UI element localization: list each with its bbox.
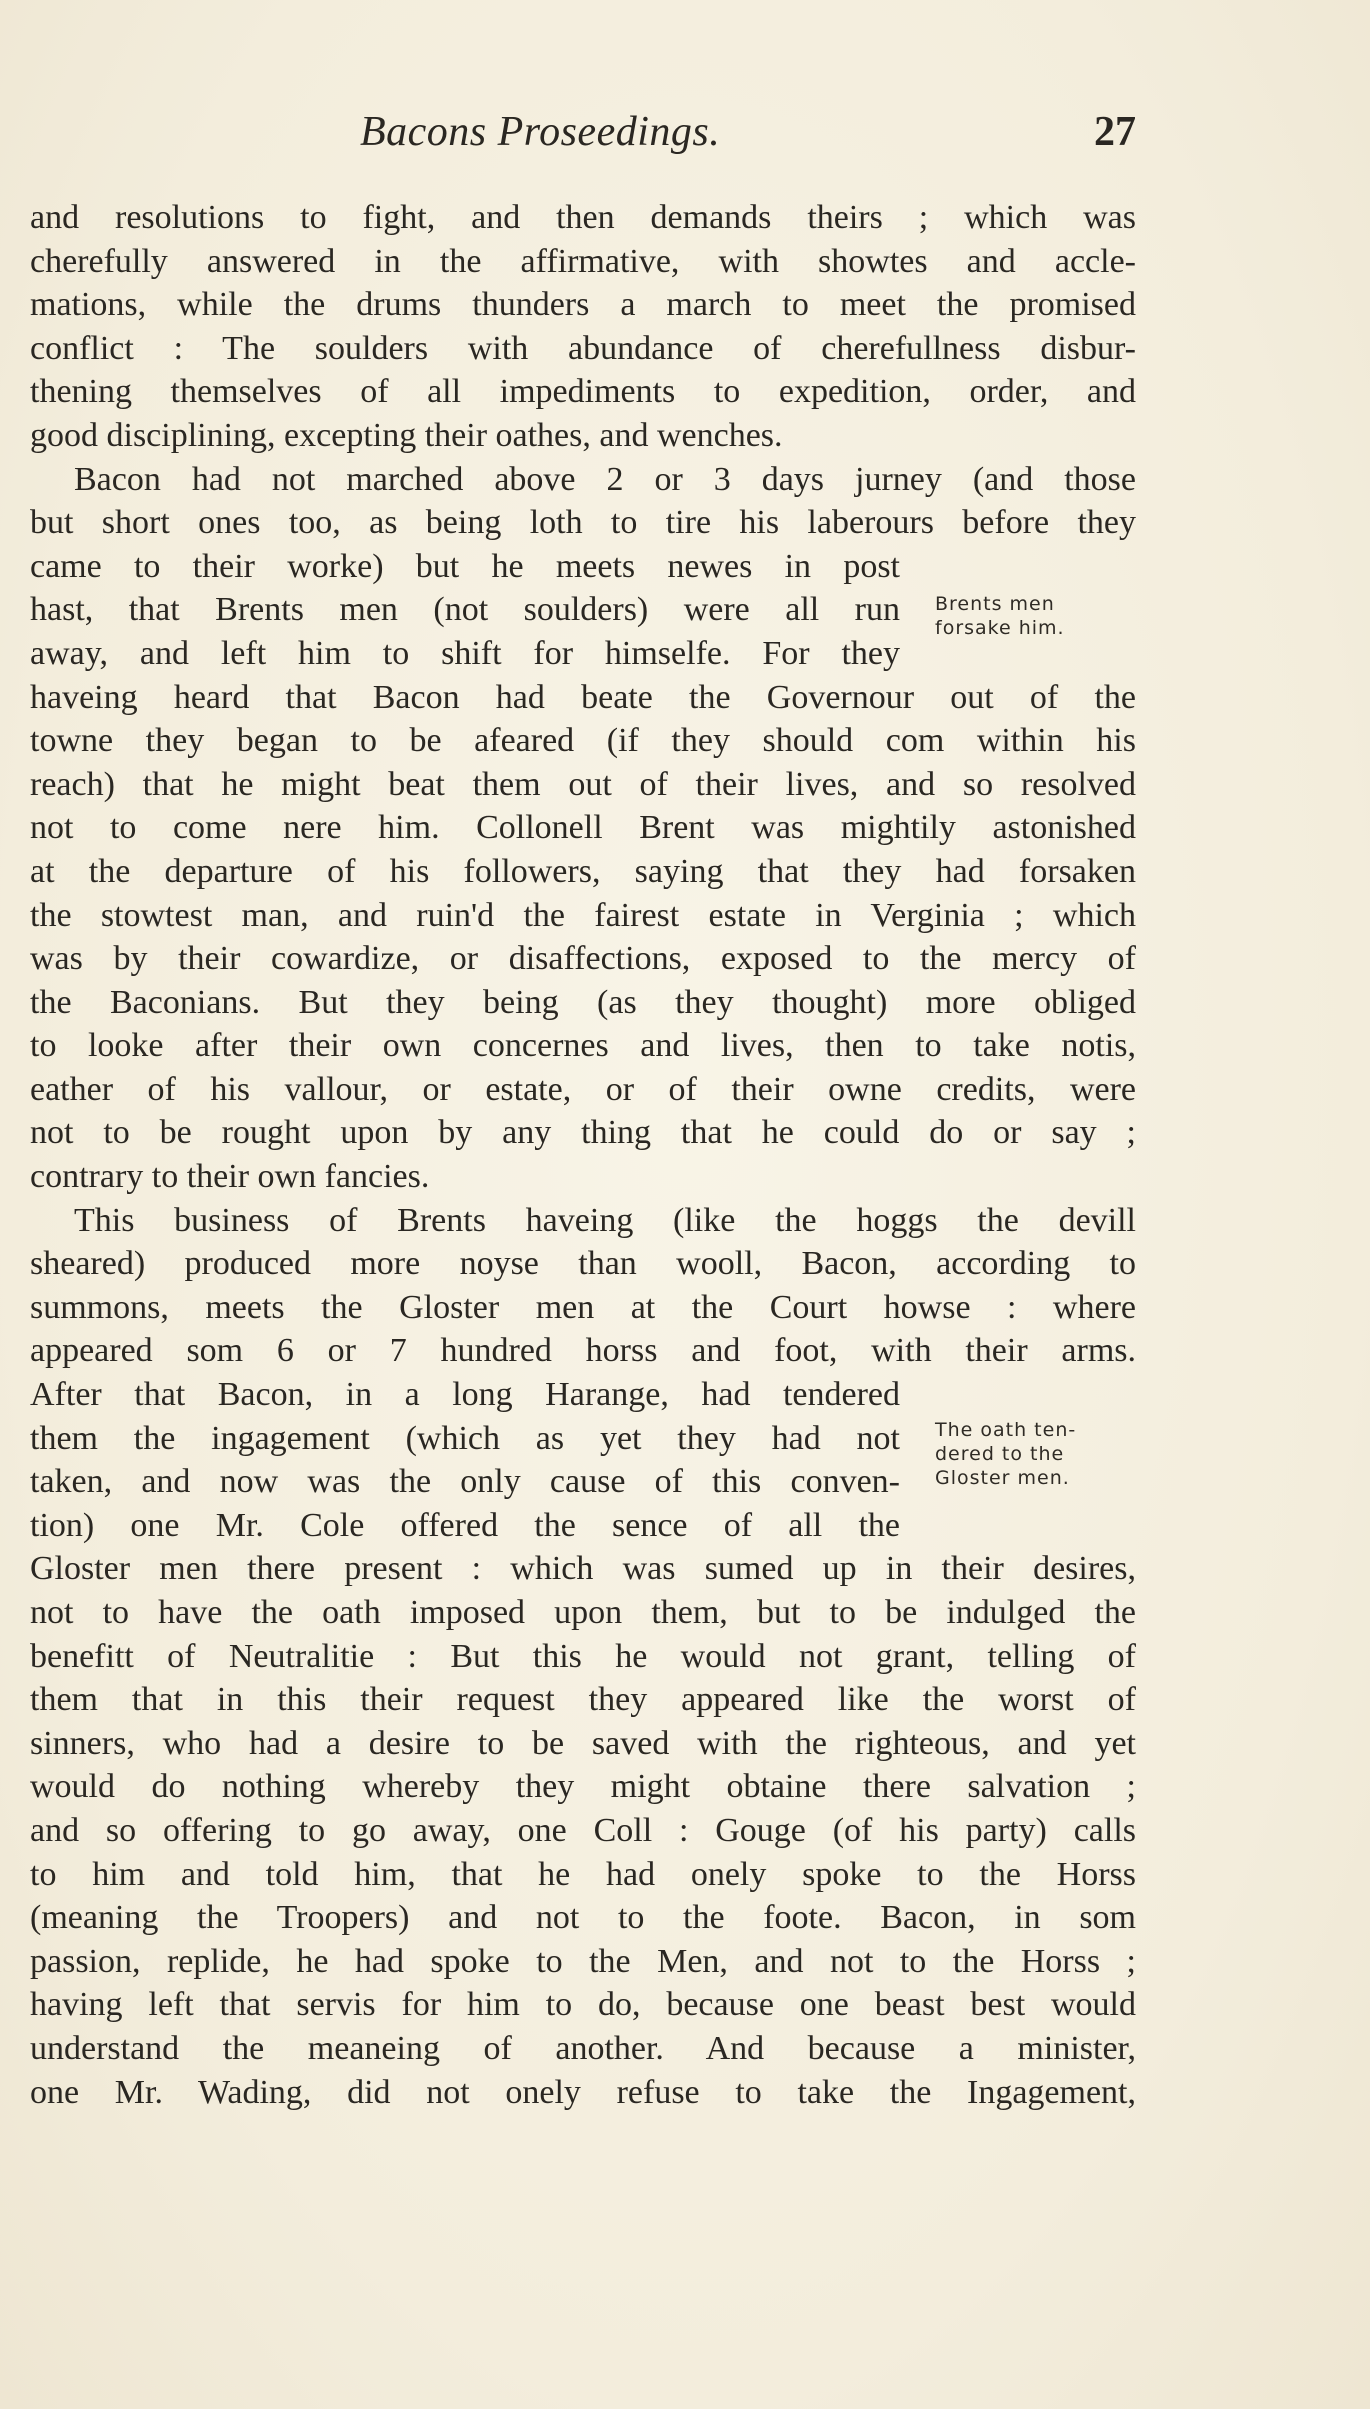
text-line: reach) that he might beat them out of their lives, and so resolved	[30, 765, 1136, 803]
text-line: After that Bacon, in a long Harange, had tendered	[30, 1376, 900, 1414]
running-title: Bacons Proseedings.	[360, 109, 721, 155]
margin-note-brents-men	[935, 592, 1065, 640]
text-line: to him and told him, that he had onely spoke to the Horss	[30, 1855, 1136, 1893]
body-text	[30, 196, 1136, 2114]
text-line: but short ones too, as being loth to tire his laberours before they	[30, 504, 1136, 542]
text-line: summons, meets the Gloster men at the Court howse : where	[30, 1288, 1136, 1326]
text-line: would do nothing whereby they might obtaine there salvation ;	[30, 1768, 1136, 1806]
margin-note-line: Gloster men.	[935, 1467, 1070, 1489]
text-line: conflict : The soulders with abundance of cherefullness disbur-	[30, 329, 1136, 367]
text-line: Bacon had not marched above 2 or 3 days jurney (and those	[74, 460, 1136, 498]
text-line: was by their cowardize, or disaffections, exposed to the mercy of	[30, 940, 1136, 978]
text-line: good disciplining, excepting their oathes, and wenches.	[30, 416, 783, 454]
text-line: the stowtest man, and ruin'd the fairest estate in Verginia ; which	[30, 896, 1136, 934]
text-line: and so offering to go away, one Coll : Gouge (of his party) calls	[30, 1811, 1136, 1849]
text-line: hast, that Brents men (not soulders) were all run	[30, 591, 900, 629]
margin-note-line: Brents men	[935, 593, 1055, 615]
text-line: tion) one Mr. Cole offered the sence of all the	[30, 1506, 900, 1544]
text-line: not to have the oath imposed upon them, but to be indulged the	[30, 1594, 1136, 1631]
text-line: the Baconians. But they being (as they thought) more obliged	[30, 983, 1136, 1021]
text-line: not to be rought upon by any thing that he could do or say ;	[30, 1114, 1136, 1152]
text-line: towne they began to be afeared (if they should com within his	[30, 722, 1136, 760]
margin-note-line: The oath ten-	[935, 1419, 1077, 1441]
page-number: 27	[1094, 109, 1136, 155]
text-line: mations, while the drums thunders a march to meet the promised	[30, 286, 1136, 324]
text-line: them that in this their request they appeared like the worst of	[30, 1681, 1136, 1719]
margin-note-line: forsake him.	[935, 617, 1065, 639]
text-line: and resolutions to fight, and then demands theirs ; which was	[30, 199, 1136, 236]
text-line: at the departure of his followers, saying that they had forsaken	[30, 852, 1136, 890]
text-line: thening themselves of all impediments to expedition, order, and	[30, 373, 1136, 411]
text-line: understand the meaneing of another. And because a minister,	[30, 2029, 1136, 2067]
text-line: (meaning the Troopers) and not to the foote. Bacon, in som	[30, 1899, 1136, 1937]
text-line: to looke after their own concernes and lives, then to take notis,	[30, 1027, 1136, 1065]
text-line: sinners, who had a desire to be saved with the righteous, and yet	[30, 1724, 1136, 1762]
text-line: cherefully answered in the affirmative, with showtes and accle-	[30, 242, 1136, 280]
text-line: having left that servis for him to do, because one beast best would	[30, 1986, 1136, 2024]
text-line: not to come nere him. Collonell Brent was mightily astonished	[30, 809, 1136, 847]
text-line: passion, replide, he had spoke to the Men, and not to the Horss ;	[30, 1942, 1136, 1980]
margin-note-line: dered to the	[935, 1443, 1065, 1465]
text-line: appeared som 6 or 7 hundred horss and foot, with their arms.	[30, 1332, 1136, 1370]
text-line: them the ingagement (which as yet they had not	[30, 1419, 900, 1457]
text-line: benefitt of Neutralitie : But this he would not grant, telling of	[30, 1637, 1136, 1675]
running-head	[30, 108, 1136, 168]
text-line: This business of Brents haveing (like the hoggs the devill	[74, 1201, 1136, 1239]
text-line: contrary to their own fancies.	[30, 1158, 430, 1196]
text-line: taken, and now was the only cause of this conven-	[30, 1463, 900, 1501]
text-line: one Mr. Wading, did not onely refuse to take the Ingagement,	[30, 2073, 1136, 2111]
text-line: eather of his vallour, or estate, or of their owne credits, were	[30, 1070, 1136, 1108]
text-line: away, and left him to shift for himselfe. For they	[30, 634, 900, 672]
margin-note-oath-tendered	[935, 1418, 1076, 1490]
text-line: Gloster men there present : which was sumed up in their desires,	[30, 1550, 1136, 1588]
text-line: sheared) produced more noyse than wooll, Bacon, according to	[30, 1245, 1136, 1283]
text-line: haveing heard that Bacon had beate the Governour out of the	[30, 678, 1136, 716]
text-line: came to their worke) but he meets newes in post	[30, 547, 900, 585]
